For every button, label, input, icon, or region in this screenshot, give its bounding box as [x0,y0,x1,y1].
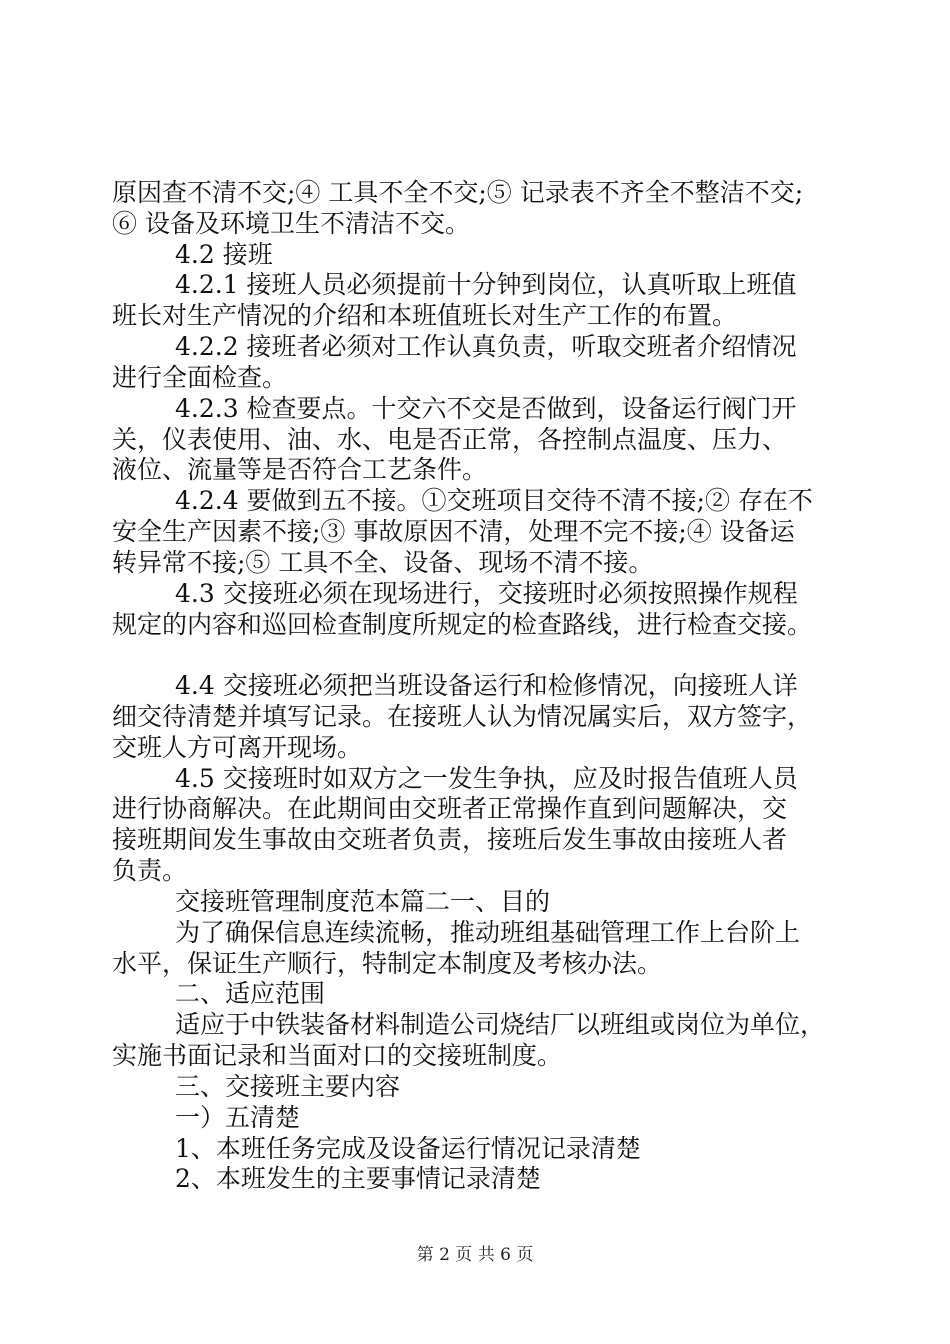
sub-heading: 一）五清楚 [175,1103,301,1132]
text-line: 关，仪表使用、油、水、电是否正常，各控制点温度、压力、 [112,425,788,454]
page-number-footer: 第 2 页 共 6 页 [416,1245,534,1265]
section-heading: 二、适应范围 [175,979,326,1008]
section-heading: 4.2 接班 [175,240,273,269]
text-line: 适应于中铁装备材料制造公司烧结厂以班组或岗位为单位， [175,1010,826,1039]
text-line: 为了确保信息连续流畅，推动班组基础管理工作上台阶上 [175,918,801,947]
text-line: 4.2.3 检查要点。十交六不交是否做到，设备运行阀门开 [175,394,797,423]
list-item: 1、本班任务完成及设备运行情况记录清楚 [175,1134,641,1163]
text-line: 进行协商解决。在此期间由交班者正常操作直到问题解决，交 [112,794,788,823]
text-line: 负责。 [112,856,188,885]
text-line: 4.5 交接班时如双方之一发生争执，应及时报告值班人员 [175,764,798,793]
text-line: 安全生产因素不接;③ 事故原因不清，处理不完不接;④ 设备运 [112,517,795,546]
text-line: 规定的内容和巡回检查制度所规定的检查路线，进行检查交接。 [112,610,813,639]
text-line: 交班人方可离开现场。 [112,733,363,762]
text-line: 4.3 交接班必须在现场进行，交接班时必须按照操作规程 [175,579,798,608]
text-line: ⑥ 设备及环境卫生不清洁不交。 [112,209,470,238]
text-line: 4.2.1 接班人员必须提前十分钟到岗位，认真听取上班值 [175,270,797,299]
list-item: 2、本班发生的主要事情记录清楚 [175,1164,541,1193]
text-line: 班长对生产情况的介绍和本班值班长对生产工作的布置。 [112,301,738,330]
text-line: 细交待清楚并填写记录。在接班人认为情况属实后，双方签字， [112,702,813,731]
text-line: 转异常不接;⑤ 工具不全、设备、现场不清不接。 [112,548,654,577]
text-line: 接班期间发生事故由交班者负责，接班后发生事故由接班人者 [112,825,788,854]
text-line: 4.2.4 要做到五不接。①交班项目交待不清不接;② 存在不 [175,486,813,515]
text-line: 4.4 交接班必须把当班设备运行和检修情况，向接班人详 [175,671,798,700]
section-heading: 交接班管理制度范本篇二一、目的 [175,887,551,916]
text-line: 4.2.2 接班者必须对工作认真负责，听取交班者介绍情况 [175,332,797,361]
section-heading: 三、交接班主要内容 [175,1072,401,1101]
text-line: 实施书面记录和当面对口的交接班制度。 [112,1041,563,1070]
text-line: 进行全面检查。 [112,363,288,392]
text-line: 水平，保证生产顺行，特制定本制度及考核办法。 [112,949,663,978]
text-line: 液位、流量等是否符合工艺条件。 [112,455,488,484]
text-line: 原因查不清不交;④ 工具不全不交;⑤ 记录表不齐全不整洁不交; [112,178,804,207]
